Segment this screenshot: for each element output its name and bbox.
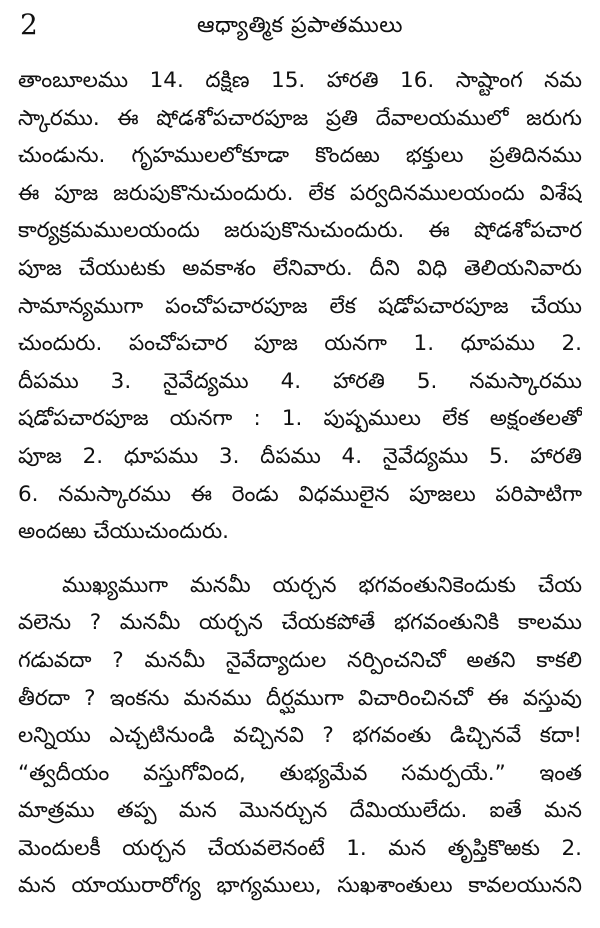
page-number: 2	[20, 8, 38, 41]
text-line: అందఱు చేయుచుందురు.	[18, 519, 229, 545]
text-line: వలెను ? మనమీ యర్చన చేయకపోతే భగవంతునికి కాలము	[18, 610, 582, 636]
text-line: సామాన్యముగా పంచోపచారపూజ లేక షడోపచారపూజ చేయు	[18, 293, 582, 319]
text-line: ముఖ్యముగా మనమీ యర్చన భగవంతునికెందుకు చేయ	[62, 572, 582, 598]
text-line: పూజ చేయుటకు అవకాశం లేనివారు. దీని విధి తెలియనివారు	[18, 255, 582, 281]
paragraph-gap	[18, 551, 582, 567]
text-line: పూజ 2. ధూపము 3. దీపము 4. నైవేద్యము 5. హారతి	[18, 443, 582, 469]
text-line: ఈ పూజ జరుపుకొనుచుందురు. లేక పర్వదినములయందు విశేష	[18, 180, 582, 206]
text-line: గడువదా ? మనమీ నైవేద్యాదుల నర్పించనిచో అతని కాకలి	[18, 647, 582, 673]
text-line: తీరదా ? ఇంకను మనము దీర్ఘముగా విచారించినచో ఈ వస్తువు	[18, 685, 582, 711]
text-line: మాత్రము తప్ప మన మొనర్చున దేమియులేదు. ఐతే మన	[18, 798, 582, 824]
text-line: లన్నియు ఎచ్చటినుండి వచ్చినవి ? భగవంతు డిచ్చినవే కదా!	[18, 723, 582, 749]
page-header	[18, 8, 582, 48]
body-text	[18, 62, 582, 905]
text-line: చుందురు. పంచోపచార పూజ యనగా 1. ధూపము 2.	[18, 331, 582, 357]
text-line: కార్యక్రమములయందు జరుపుకొనుచుందురు. ఈ షోడశోపచార	[18, 218, 582, 244]
paragraph-2	[18, 567, 582, 905]
text-line: 6. నమస్కారము ఈ రెండు విధములైన పూజలు పరిపాటిగా	[18, 481, 582, 507]
text-line: స్కారము. ఈ షోడశోపచారపూజ ప్రతి దేవాలయములో జరుగు	[18, 105, 582, 131]
text-line: మెందులకీ యర్చన చేయవలెనంటే 1. మన తృప్తికొఱకు 2.	[18, 835, 582, 861]
text-line: దీపము 3. నైవేద్యము 4. హారతి 5. నమస్కారము	[18, 368, 582, 394]
text-line: మన యాయురారోగ్య భాగ్యములు, సుఖశాంతులు కావలయునని	[18, 873, 582, 899]
text-line: షడోపచారపూజ యనగా : 1. పుష్పములు లేక అక్షంతలతో	[18, 406, 582, 432]
running-title: ఆధ్యాత్మిక ప్రపాతములు	[197, 13, 403, 38]
text-line: చుండును. గృహములలోకూడా కొందఱు భక్తులు ప్రతిదినము	[18, 143, 582, 169]
text-line: తాంబూలము 14. దక్షిణ 15. హారతి 16. సాష్టాంగ నమ	[18, 68, 582, 93]
paragraph-1	[18, 62, 582, 551]
text-line: “త్వదీయం వస్తుగోవింద, తుభ్యమేవ సమర్పయే.” ఇంత	[18, 760, 582, 786]
